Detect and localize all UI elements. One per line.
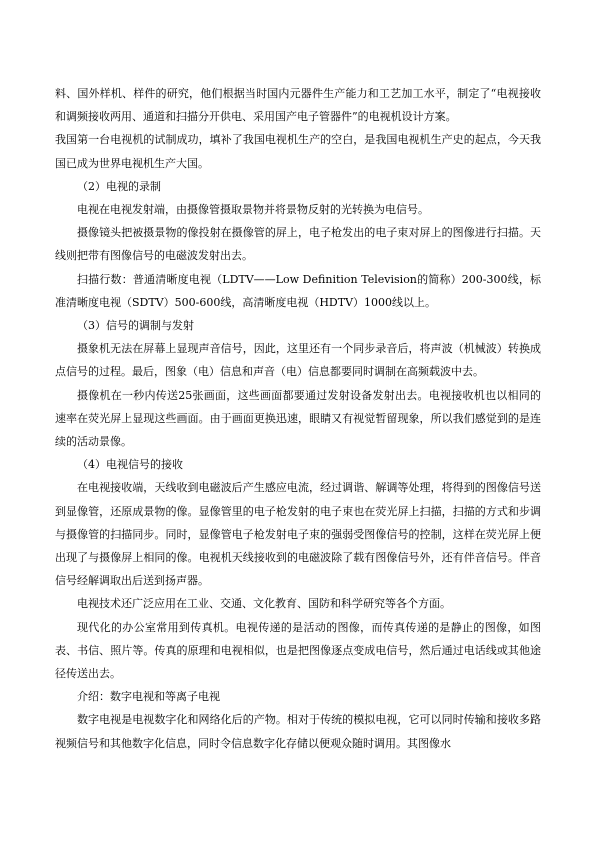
document-body (55, 82, 541, 755)
section-heading: （3）信号的调制与发射 (77, 319, 194, 333)
paragraph: 料、国外样机、样件的研究，他们根据当时国内元器件生产能力和工艺加工水平，制定了“电视接收和调频接收两用、通道和扫描分开供电、采用国产电子管器件”的电视机设计方案。 (55, 87, 541, 124)
paragraph: 现代化的办公室常用到传真机。电视传递的是活动的图像，而传真传递的是静止的图像，如图表、书信、照片等。传真的原理和电视相似，也是把图像逐点变成电信号，然后通过电话线或其他途径传送出去。 (55, 620, 541, 681)
paragraph: 摄像机在一秒内传送25张画面，这些画面都要通过发射设备发射出去。电视接收机也以相同的速率在荧光屏上显现这些画面。由于画面更换迅速，眼睛又有视觉暂留现象，所以我们感觉到的是连续的活动景像。 (55, 388, 541, 449)
paragraph: 我国第一台电视机的试制成功，填补了我国电视机生产的空白，是我国电视机生产史的起点，今天我国已成为世界电视机生产大国。 (55, 133, 541, 170)
paragraph: 摄像镜头把被摄景物的像投射在摄像管的屏上，电子枪发出的电子束对屏上的图像进行扫描。天线则把带有图像信号的电磁波发射出去。 (55, 226, 541, 263)
section-heading: （2）电视的录制 (77, 179, 161, 193)
paragraph: 电视技术还广泛应用在工业、交通、文化教育、国防和科学研究等各个方面。 (77, 597, 451, 611)
paragraph: 数字电视是电视数字化和网络化后的产物。相对于传统的模拟电视，它可以同时传输和接收多路视频信号和其他数字化信息，同时令信息数字化存储以便观众随时调用。其图像水 (55, 713, 541, 750)
paragraph: 在电视接收端，天线收到电磁波后产生感应电流，经过调谐、解调等处理，将得到的图像信号送到显像管，还原成景物的像。显像管里的电子枪发射的电子束也在荧光屏上扫描，扫描的方式和步调与摄像管的扫描同步。同时，显像管电子枪发射电子束的强弱受图像信号的控制，这样在荧光屏上便出现了与摄像屏上相同的像。电视机天线接收到的电磁波除了载有图像信号外，还有伴音信号。伴音信号经解调取出后送到扬声器。 (55, 481, 541, 588)
paragraph: 电视在电视发射端，由摄像管摄取景物并将景物反射的光转换为电信号。 (77, 203, 429, 217)
section-heading: （4）电视信号的接收 (77, 458, 183, 472)
paragraph: 摄象机无法在屏幕上显现声音信号，因此，这里还有一个同步录音后，将声波（机械波）转换成点信号的过程。最后，图象（电）信息和声音（电）信息都要同时调制在高频载波中去。 (55, 342, 541, 379)
paragraph: 扫描行数：普通清晰度电视（LDTV——Low Definition Television的简称）200-300线，标准清晰度电视（SDTV）500-600线，高清晰度电视（HDTV）1000线以上。 (55, 272, 541, 309)
section-heading: 介绍：数字电视和等离子电视 (77, 690, 220, 704)
